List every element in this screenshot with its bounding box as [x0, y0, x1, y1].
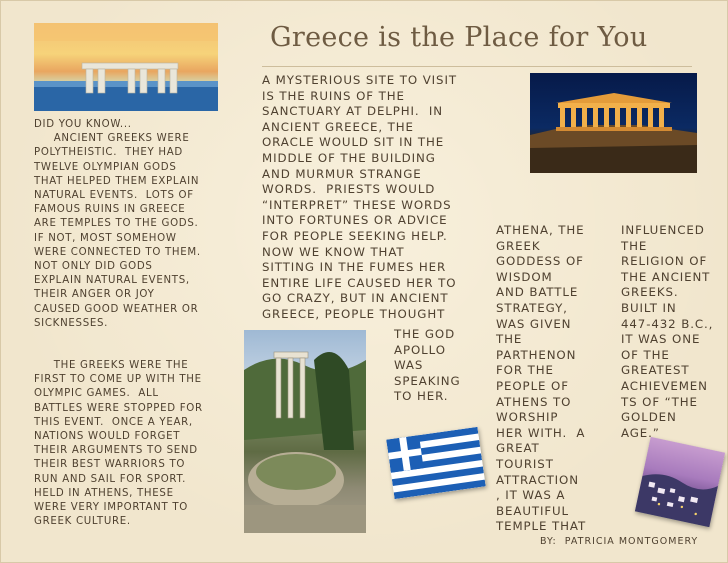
text-line: THAT HELPED THEM EXPLAIN [34, 175, 200, 187]
text-line: SPEAKING [394, 373, 461, 388]
text-line: SANCTUARY AT DELPHI. IN [262, 104, 443, 119]
text-line: TS OF “THE [621, 394, 698, 409]
text-line: WERE VERY IMPORTANT TO [34, 502, 188, 514]
text-line: AGE.” [621, 425, 660, 440]
text-line: FOR PEOPLE SEEKING HELP. [262, 228, 448, 243]
greek-flag-image [386, 427, 485, 499]
text-line: WISDOM [496, 269, 553, 284]
title-divider [262, 66, 692, 67]
text-line: SICKNESSES. [34, 317, 109, 329]
text-line: ACHIEVEMEN [621, 378, 708, 393]
text-line: PARTHENON [496, 347, 577, 362]
text-line: THEIR ARGUMENTS TO SEND [34, 445, 198, 457]
text-line: WORSHIP [496, 410, 559, 425]
text-line: BATTLES WERE STOPPED FOR [34, 402, 203, 414]
delphi-paragraph [262, 73, 457, 323]
olympics-paragraph [34, 359, 256, 529]
text-line: THEIR BEST WARRIORS TO [34, 459, 186, 471]
delphi-ruins-photo [244, 330, 366, 533]
text-line: POLYTHEISTIC. THEY HAD [34, 147, 183, 159]
text-line: , IT WAS A [496, 488, 566, 503]
text-line: BEAUTIFUL [496, 503, 570, 518]
text-line: WAS [394, 358, 424, 373]
text-line: FAMOUS RUINS IN GREECE [34, 204, 186, 216]
text-line: GREATEST [621, 363, 690, 378]
santorini-photo [635, 437, 725, 527]
text-line: GREECE, PEOPLE THOUGHT [262, 306, 446, 321]
text-line: GREEK CULTURE. [34, 516, 131, 528]
text-line: THEIR ANGER OR JOY [34, 289, 155, 301]
text-line: “INTERPRET” THESE WORDS [262, 197, 452, 212]
text-line: 447-432 B.C., [621, 316, 714, 331]
text-line: THIS EVENT. ONCE A YEAR, [34, 416, 193, 428]
text-line: GREEKS. [621, 285, 679, 300]
text-line: IF NOT, MOST SOMEHOW [34, 232, 177, 244]
did-you-know-heading: DID YOU KNOW... [34, 119, 132, 130]
text-line: THE ANCIENT [621, 269, 711, 284]
text-line: GO CRAZY, BUT IN ANCIENT [262, 291, 449, 306]
polytheism-paragraph [34, 132, 256, 331]
text-line: WERE CONNECTED TO THEM. [34, 246, 201, 258]
text-line: ATHENA, THE [496, 223, 585, 237]
text-line: SITTING IN THE FUMES HER [262, 260, 447, 275]
text-line: GOLDEN [621, 410, 677, 425]
text-line: NOT ONLY DID GODS [34, 261, 153, 273]
text-line: WAS GIVEN [496, 316, 572, 331]
text-line: IT WAS ONE [621, 332, 701, 347]
text-line: RELIGION OF [621, 254, 708, 269]
text-line: ATHENS TO [496, 394, 572, 409]
text-line: THE [496, 332, 523, 347]
text-line: GODDESS OF [496, 254, 584, 269]
text-line: ATTRACTION [496, 472, 579, 487]
text-line: NATURAL EVENTS. LOTS OF [34, 190, 194, 202]
text-line: WORDS. PRIESTS WOULD [262, 182, 436, 197]
text-line: IS THE RUINS OF THE [262, 88, 405, 103]
page-title: Greece is the Place for You [270, 22, 648, 53]
text-line: TO HER. [394, 389, 449, 404]
text-line: INTO FORTUNES OR ADVICE [262, 213, 448, 228]
text-line: AND BATTLE [496, 285, 579, 300]
text-line: FOR THE [496, 363, 554, 378]
text-line: OF THE [621, 347, 670, 362]
text-line: PEOPLE OF [496, 378, 569, 393]
text-line: THE GOD [394, 327, 456, 341]
text-line: A MYSTERIOUS SITE TO VISIT [262, 73, 457, 87]
text-line: HELD IN ATHENS, THESE [34, 487, 174, 499]
text-line: THE [621, 238, 648, 253]
text-line: STRATEGY, [496, 300, 568, 315]
text-line: ENTIRE LIFE CAUSED HER TO [262, 275, 457, 290]
byline-text: BY: PATRICIA MONTGOMERY [540, 536, 699, 547]
text-line: RUN AND SAIL FOR SPORT. [34, 473, 187, 485]
text-line: ORACLE WOULD SIT IN THE [262, 135, 445, 150]
text-line: INFLUENCED [621, 223, 705, 237]
text-line: FIRST TO COME UP WITH THE [34, 374, 202, 386]
parthenon-history-paragraph [621, 223, 713, 441]
parthenon-photo [530, 73, 697, 173]
text-line: GREEK [496, 238, 541, 253]
text-line: GREAT [496, 441, 540, 456]
text-line: THE GREEKS WERE THE [34, 360, 189, 372]
text-line: APOLLO [394, 342, 446, 357]
text-line: TWELVE OLYMPIAN GODS [34, 161, 177, 173]
text-line: BUILT IN [621, 300, 677, 315]
temple-painting-image [34, 23, 218, 111]
text-line: NOW WE KNOW THAT [262, 244, 405, 259]
text-line: TEMPLE THAT [496, 519, 587, 534]
text-line: EXPLAIN NATURAL EVENTS, [34, 275, 190, 287]
text-line: NATIONS WOULD FORGET [34, 431, 181, 443]
text-line: TOURIST [496, 456, 554, 471]
text-line: ANCIENT GREEKS WERE [34, 133, 190, 145]
left-column [34, 118, 256, 529]
text-line: ARE TEMPLES TO THE GODS. [34, 218, 199, 230]
text-line: CAUSED GOOD WEATHER OR [34, 303, 199, 315]
delphi-paragraph-continued [394, 327, 461, 405]
text-line: HER WITH. A [496, 425, 586, 440]
text-line: MIDDLE OF THE BUILDING [262, 150, 436, 165]
author-byline [540, 535, 698, 550]
text-line: OLYMPIC GAMES. ALL [34, 388, 159, 400]
text-line: ANCIENT GREECE, THE [262, 119, 414, 134]
text-line: AND MURMUR STRANGE [262, 166, 422, 181]
athena-paragraph [496, 223, 586, 535]
